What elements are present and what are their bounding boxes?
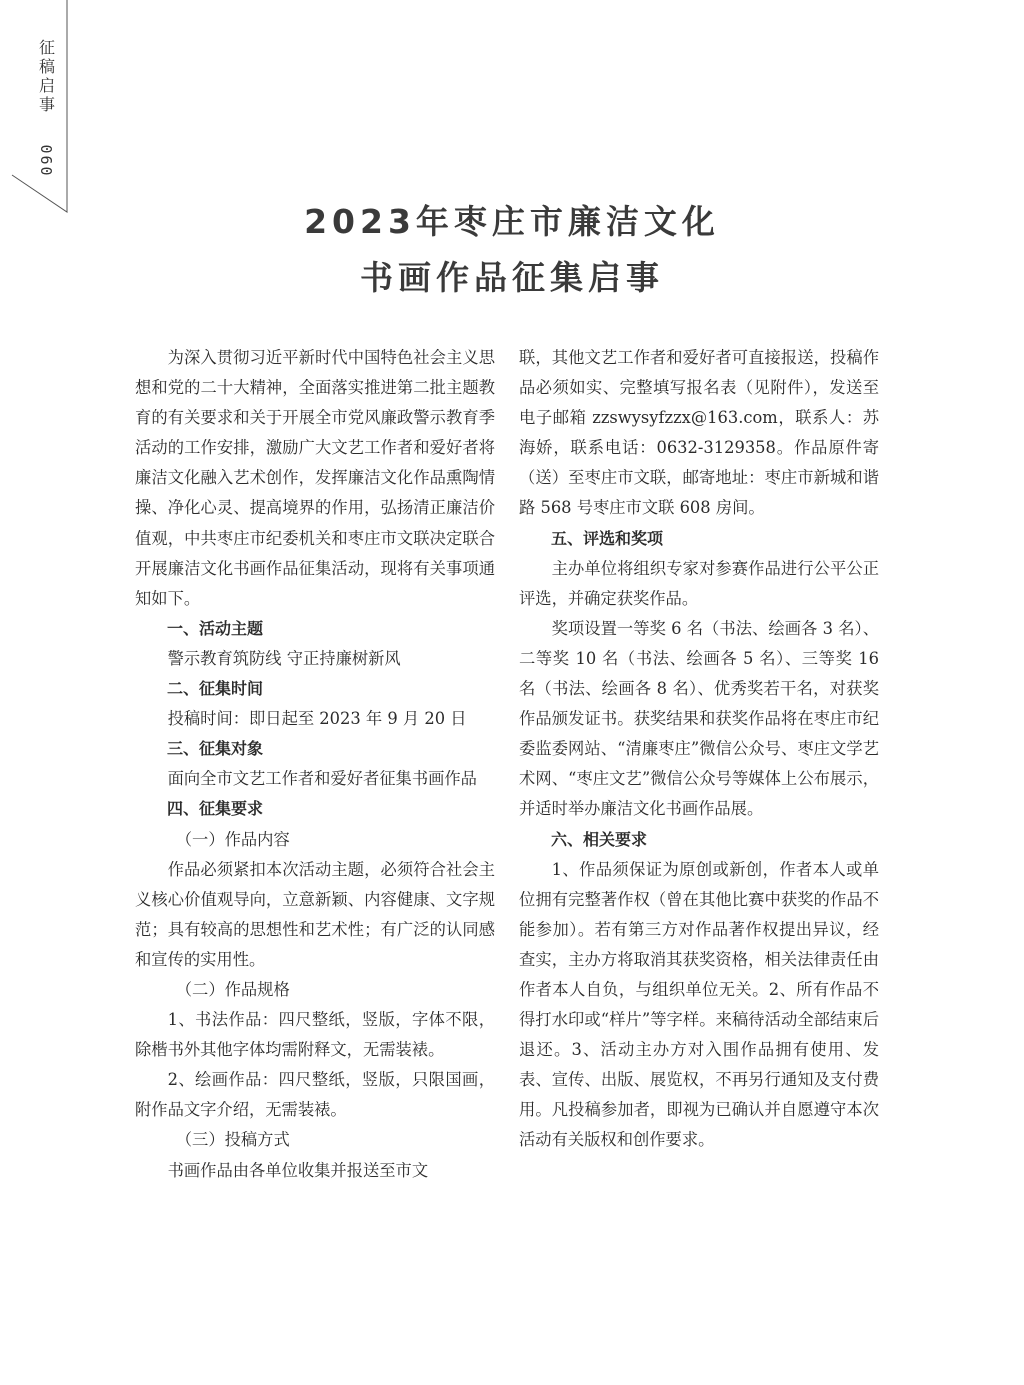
left-column <box>135 343 495 1186</box>
body-paragraph: 1、作品须保证为原创或新创，作者本人或单位拥有完整著作权（曾在其他比赛中获奖的作品不能参加）。若有第三方对作品著作权提出异议，经查实，主办方将取消其获奖资格，相关法律责任由作者本人自负，与组织单位无关。2、所有作品不得打水印或“样片”等字样。来稿待活动全部结束后退还。3、活动主办方对入围作品拥有使用、发表、宣传、出版、展览权，不再另行通知及支付费用。凡投稿参加者，即视为已确认并自愿遵守本次活动有关版权和创作要求。 <box>519 859 879 1150</box>
section-heading: 四、征集要求 <box>167 799 264 819</box>
section-char: 事 <box>38 95 55 114</box>
section-heading: 二、征集时间 <box>167 679 264 699</box>
body-paragraph: 为深入贯彻习近平新时代中国特色社会主义思想和党的二十大精神，全面落实推进第二批主题教育的有关要求和关于开展全市党风廉政警示教育季活动的工作安排，激励广大文艺工作者和爱好者将廉洁文化融入艺术创作，发挥廉洁文化作品熏陶情操、净化心灵、提高境界的作用，弘扬清正廉洁价值观，中共枣庄市纪委机关和枣庄市文联决定联合开展廉洁文化书画作品征集活动，现将有关事项通知如下。 <box>135 348 495 608</box>
section-heading: 六、相关要求 <box>551 829 648 849</box>
section-tab <box>0 0 70 215</box>
section-char: 启 <box>38 76 55 95</box>
section-heading: 五、评选和奖项 <box>551 528 664 548</box>
subsection-heading: （三）投稿方式 <box>175 1130 290 1150</box>
subsection-heading: （一）作品内容 <box>175 829 290 849</box>
body-paragraph: 作品必须紧扣本次活动主题，必须符合社会主义核心价值观导向，立意新颖、内容健康、文字规范；具有较高的思想性和艺术性；有广泛的认同感和宣传的实用性。 <box>135 859 495 969</box>
title-line-1: 2023年枣庄市廉洁文化 <box>304 202 720 241</box>
body-paragraph: 面向全市文艺工作者和爱好者征集书画作品 <box>167 769 477 789</box>
body-paragraph: 书画作品由各单位收集并报送至市文 <box>167 1160 429 1180</box>
section-tab-border <box>0 0 70 215</box>
body-paragraph: 奖项设置一等奖 6 名（书法、绘画各 3 名）、二等奖 10 名（书法、绘画各 5 名）、三等奖 16 名（书法、绘画各 8 名）、优秀奖若干名，对获奖作品颁发证书。获奖结果和获奖作品将在枣庄市纪委监委网站、“清廉枣庄”微信公众号、枣庄文学艺术网、“枣庄文艺”微信公众号等媒体上公布展示，并适时举办廉洁文化书画作品展。 <box>519 618 879 819</box>
section-heading: 一、活动主题 <box>167 618 264 638</box>
page-number: 060 <box>37 144 55 178</box>
title-line-2: 书画作品征集启事 <box>360 258 664 297</box>
body-paragraph: 警示教育筑防线 守正持廉树新风 <box>167 648 401 668</box>
body-paragraph: 联，其他文艺工作者和爱好者可直接报送，投稿作品必须如实、完整填写报名表（见附件），发送至电子邮箱 zzswysyfzzx@163.com，联系人：苏海娇，联系电话：0632-3129358。作品原件寄（送）至枣庄市文联，邮寄地址：枣庄市新城和谐路 568 号枣庄市文联 608 房间。 <box>519 348 879 518</box>
section-char: 稿 <box>38 57 55 76</box>
section-heading: 三、征集对象 <box>167 739 264 759</box>
subsection-heading: （二）作品规格 <box>175 979 290 999</box>
right-column <box>519 343 879 1156</box>
body-paragraph: 投稿时间：即日起至 2023 年 9 月 20 日 <box>167 709 467 729</box>
body-paragraph: 2、绘画作品：四尺整纸，竖版，只限国画，附作品文字介绍，无需装裱。 <box>135 1070 495 1120</box>
section-char: 征 <box>38 38 55 57</box>
body-paragraph: 1、书法作品：四尺整纸，竖版，字体不限，除楷书外其他字体均需附释文，无需装裱。 <box>135 1010 495 1060</box>
body-paragraph: 主办单位将组织专家对参赛作品进行公平公正评选，并确定获奖作品。 <box>519 558 879 608</box>
section-name <box>36 38 58 114</box>
